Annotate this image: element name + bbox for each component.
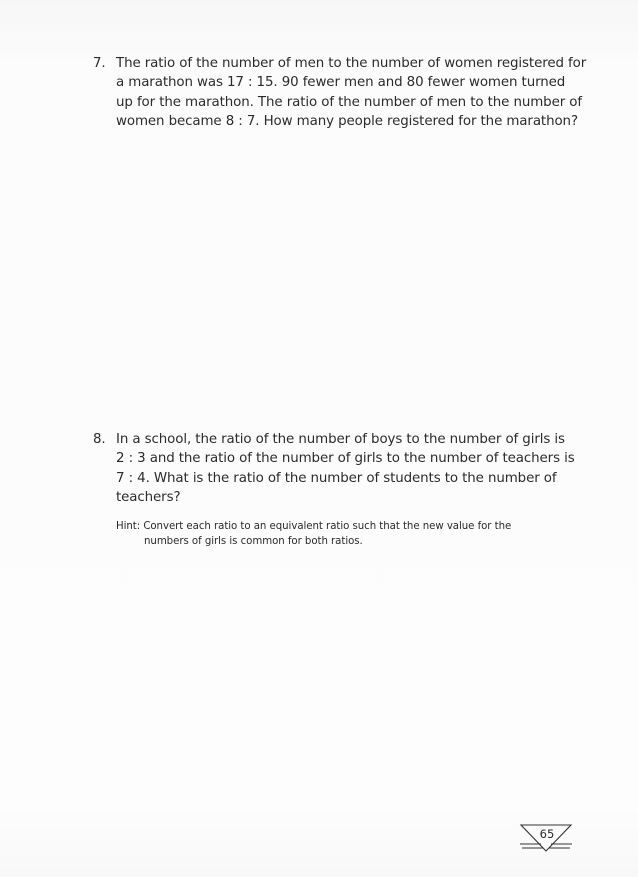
question-line: 2 : 3 and the ratio of the number of girls to the number of teachers is: [116, 451, 575, 467]
question-line: up for the marathon. The ratio of the number of men to the number of: [116, 94, 582, 110]
question-7: [93, 54, 587, 131]
question-text: [116, 54, 587, 131]
question-line: teachers?: [116, 489, 181, 505]
question-line: women became 8 : 7. How many people registered for the marathon?: [116, 113, 578, 129]
question-line: In a school, the ratio of the number of boys to the number of girls is: [116, 432, 565, 447]
page-number: 65: [539, 827, 555, 841]
hint-note: [116, 520, 536, 549]
question-8: [93, 430, 575, 507]
question-line: a marathon was 17 : 15. 90 fewer men and 80 fewer women turned: [116, 75, 566, 91]
page-number-badge: [519, 823, 573, 855]
hint-line: numbers of girls is common for both ratios.: [144, 535, 363, 547]
hint-line: Hint: Convert each ratio to an equivalent ratio such that the new value for the: [116, 521, 512, 532]
question-line: 7 : 4. What is the ratio of the number of students to the number of: [116, 470, 557, 486]
question-number: 7.: [93, 56, 106, 71]
question-line: The ratio of the number of men to the number of women registered for: [116, 56, 587, 71]
question-text: [116, 430, 575, 507]
question-number: 8.: [93, 432, 106, 447]
